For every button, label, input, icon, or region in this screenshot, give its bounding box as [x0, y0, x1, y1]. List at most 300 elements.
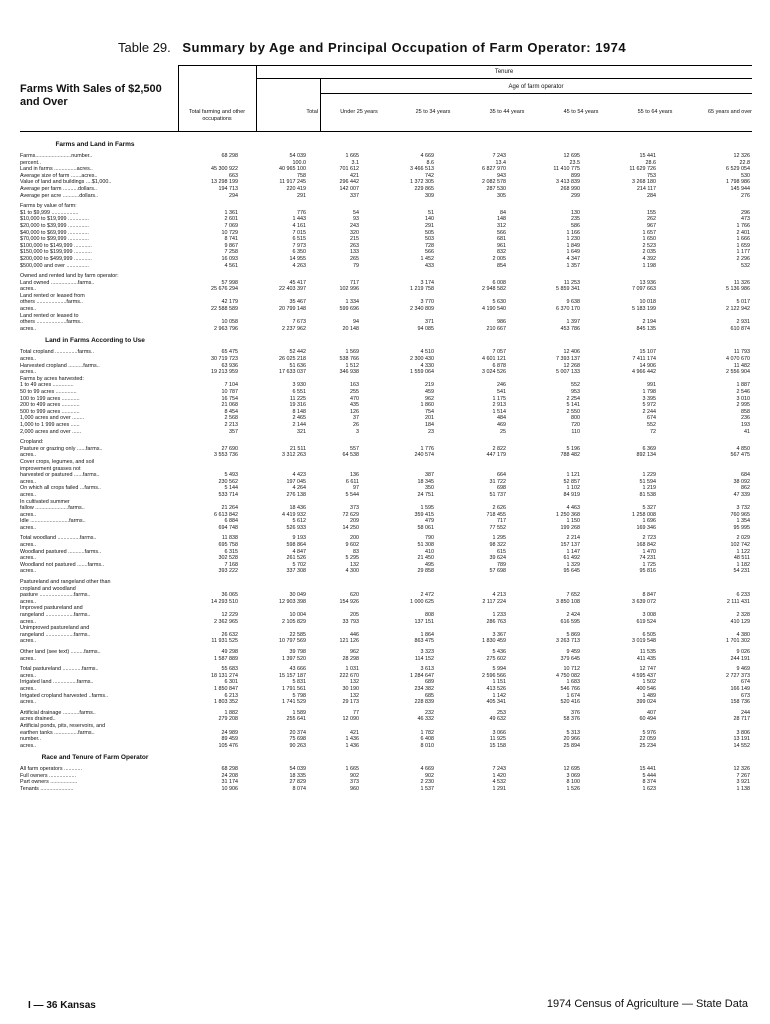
table-cell: 991 — [647, 382, 656, 389]
header-rule-bottom — [20, 131, 752, 132]
table-cell: 2 401 — [736, 229, 750, 236]
table-cell: 453 786 — [560, 325, 580, 332]
table-cell: 1 696 — [642, 518, 656, 525]
table-cell: 8.6 — [426, 159, 434, 166]
table-cell: 1 229 — [642, 472, 656, 479]
table-cell: 68 298 — [221, 153, 238, 159]
table-row — [20, 230, 752, 237]
table-cell: 7 411 174 — [632, 356, 656, 363]
table-cell: 276 — [741, 192, 750, 199]
table-row — [20, 286, 752, 293]
table-cell: 2 424 — [566, 612, 580, 618]
table-cell: 19 316 — [289, 402, 306, 409]
table-row — [20, 273, 752, 280]
table-cell: 5 544 — [345, 491, 359, 498]
table-cell: 13 936 — [639, 279, 656, 286]
table-row — [20, 716, 752, 723]
row-label: cropland and woodland — [20, 585, 76, 592]
age-heading: Age of farm operator — [508, 84, 564, 90]
table-cell: 7 168 — [224, 561, 238, 568]
table-cell: 39 798 — [289, 648, 306, 655]
table-cell: 243 — [350, 222, 359, 229]
table-cell: 279 208 — [218, 716, 238, 723]
table-cell: 5 798 — [292, 692, 306, 699]
table-cell: 350 — [425, 485, 434, 492]
table-cell: 22 059 — [639, 736, 656, 743]
table-cell: 6 408 — [420, 736, 434, 743]
table-cell: 7 243 — [492, 766, 506, 773]
row-label: Woodland pastured ...........farms.. — [20, 548, 102, 555]
table-row — [20, 166, 752, 173]
table-cell: 1 219 758 — [410, 286, 434, 293]
table-cell: 3 613 — [420, 666, 434, 673]
table-cell: 789 — [497, 561, 506, 568]
table-cell: 1 776 — [420, 445, 434, 452]
table-cell: 262 — [647, 216, 656, 223]
table-row — [20, 402, 752, 409]
table-cell: 100.0 — [292, 159, 306, 166]
row-label: acres.. — [20, 685, 37, 692]
table-cell: 566 — [497, 229, 506, 236]
table-cell: 6 611 — [345, 478, 359, 485]
table-row — [20, 319, 752, 326]
row-label: acres.. — [20, 524, 37, 531]
table-cell: 1 177 — [736, 249, 750, 256]
row-label: In cultivated summer — [20, 498, 70, 505]
table-cell: 2 546 — [736, 389, 750, 395]
table-row — [20, 525, 752, 532]
table-cell: 484 — [497, 415, 506, 422]
table-cell: 5 493 — [224, 472, 238, 479]
table-cell: 5 327 — [642, 505, 656, 512]
table-cell: 244 — [741, 709, 750, 716]
table-cell: 2 144 — [292, 421, 306, 428]
table-cell: 45 300 922 — [211, 166, 238, 173]
table-cell: 110 — [571, 428, 580, 435]
table-cell: 5 436 — [492, 648, 506, 655]
table-cell: 2 237 962 — [282, 325, 306, 332]
table-cell: 1 291 — [492, 786, 506, 793]
table-row — [20, 179, 752, 186]
table-cell: 1 230 — [566, 236, 580, 243]
table-cell: 5 007 133 — [556, 369, 580, 376]
table-cell: 689 — [425, 679, 434, 686]
table-cell: 6 515 — [292, 236, 306, 243]
table-cell: 37 — [353, 415, 359, 422]
table-cell: 3 395 — [642, 395, 656, 402]
table-cell: 51 737 — [489, 491, 506, 498]
table-cell: 899 — [571, 172, 580, 179]
table-cell: 557 — [350, 445, 359, 452]
table-cell: 3 639 072 — [632, 598, 656, 605]
table-cell: 1 665 — [345, 766, 359, 773]
table-cell: 446 — [350, 631, 359, 638]
table-row — [20, 766, 752, 773]
table-cell: 199 268 — [560, 524, 580, 531]
table-cell: 155 — [647, 209, 656, 216]
table-cell: 10 906 — [221, 786, 238, 793]
table-cell: 753 — [647, 172, 656, 179]
table-cell: 1 798 — [642, 389, 656, 395]
table-cell: 4 300 — [345, 568, 359, 575]
table-cell: 1 864 — [420, 631, 434, 638]
table-heading: Summary by Age and Principal Occupation of Farm Operator: 1974 — [182, 40, 627, 55]
section-heading: Land in Farms According to Use — [45, 337, 145, 345]
table-cell: 5 972 — [642, 402, 656, 409]
table-cell: 410 129 — [730, 618, 750, 625]
table-cell: 1 659 — [736, 242, 750, 249]
row-label: Artificial drainage ...........farms.. — [20, 709, 96, 716]
table-row — [20, 256, 752, 263]
table-row — [20, 293, 752, 300]
table-cell: 754 — [425, 408, 434, 415]
table-cell: 6 315 — [224, 548, 238, 555]
table-row — [20, 605, 752, 612]
table-cell: 14 906 — [639, 362, 656, 369]
table-cell: 6 213 — [224, 692, 238, 699]
section-heading: Farms and Land in Farms — [55, 141, 135, 148]
table-cell: 244 191 — [730, 655, 750, 662]
table-cell: 5 702 — [292, 561, 306, 568]
row-label: Land in farms ...............acres.. — [20, 166, 93, 173]
table-cell: 3 553 736 — [214, 452, 238, 459]
table-cell: 9 867 — [224, 242, 238, 249]
table-cell: 619 524 — [636, 618, 656, 625]
table-cell: 93 — [353, 216, 359, 223]
row-label: Idle ..........................farms.. — [20, 518, 86, 525]
table-cell: 8 074 — [292, 786, 306, 793]
table-cell: 24 989 — [221, 729, 238, 736]
table-cell: 13 191 — [733, 736, 750, 743]
table-row — [20, 779, 752, 786]
table-cell: 140 — [425, 216, 434, 223]
table-cell: 610 874 — [730, 325, 750, 332]
table-title — [118, 40, 758, 55]
table-cell: 4 190 540 — [482, 306, 506, 313]
table-cell: 479 — [425, 518, 434, 525]
table-cell: 43 666 — [289, 666, 306, 673]
table-cell: 717 — [350, 279, 359, 286]
table-cell: 788 482 — [560, 452, 580, 459]
table-cell: 215 — [350, 236, 359, 243]
table-cell: 541 — [497, 389, 506, 395]
table-cell: 6 529 054 — [726, 166, 750, 173]
table-cell: 1 334 — [345, 299, 359, 306]
table-cell: 15 107 — [639, 349, 656, 356]
table-cell: 5 144 — [224, 485, 238, 492]
table-cell: 291 — [425, 222, 434, 229]
table-cell: 54 — [353, 209, 359, 216]
table-cell: 546 766 — [560, 685, 580, 692]
table-cell: 4 595 437 — [632, 672, 656, 679]
table-cell: 236 — [741, 415, 750, 422]
row-label: acres.. — [20, 369, 37, 376]
table-cell: 3 806 — [736, 729, 750, 736]
table-cell: 27 690 — [221, 445, 238, 452]
table-cell: 142 007 — [339, 185, 359, 192]
table-cell: 718 455 — [486, 511, 506, 518]
table-cell: 3 010 — [736, 395, 750, 402]
table-cell: 701 612 — [339, 166, 359, 173]
table-cell: 845 135 — [636, 325, 656, 332]
table-cell: 18 335 — [289, 772, 306, 779]
table-cell: 309 — [425, 192, 434, 199]
table-cell: 459 — [425, 389, 434, 395]
row-label: $200,000 to $499,999 ............ — [20, 255, 92, 262]
table-row — [20, 452, 752, 459]
table-cell: 3 312 263 — [282, 452, 306, 459]
table-cell: 1 589 — [292, 709, 306, 716]
table-row — [20, 555, 752, 562]
table-cell: 3 069 — [566, 772, 580, 779]
table-row — [20, 736, 752, 743]
table-cell: 166 149 — [730, 685, 750, 692]
table-cell: 1 198 — [642, 262, 656, 269]
row-label: Value of land and buildings ....$1,000.. — [20, 179, 112, 186]
table-cell: 776 — [297, 209, 306, 216]
table-cell: 433 — [425, 262, 434, 269]
row-label: acres.. — [20, 478, 37, 485]
row-label: Woodland not pastured .......farms.. — [20, 561, 105, 568]
table-cell: 10 712 — [563, 666, 580, 673]
table-cell: 28 717 — [733, 716, 750, 723]
table-cell: 1 420 — [492, 772, 506, 779]
table-cell: 10 729 — [221, 229, 238, 236]
table-cell: 5 295 — [345, 555, 359, 562]
table-cell: 1 397 520 — [282, 655, 306, 662]
table-cell: 1 683 — [566, 679, 580, 686]
table-row — [20, 549, 752, 556]
table-cell: 12 406 — [563, 349, 580, 356]
row-label: $10,000 to $19,999 .............. — [20, 216, 89, 223]
table-cell: 253 — [497, 709, 506, 716]
table-cell: 4 380 — [736, 631, 750, 638]
table-cell: 5 017 — [736, 299, 750, 306]
table-cell: 102 996 — [339, 286, 359, 293]
table-cell: 2 035 — [642, 249, 656, 256]
table-cell: 12 229 — [221, 612, 238, 618]
table-cell: 599 696 — [339, 306, 359, 313]
table-cell: 229 865 — [414, 185, 434, 192]
table-row — [20, 243, 752, 250]
table-row — [20, 193, 752, 200]
table-cell: 862 — [741, 485, 750, 492]
table-cell: 30 049 — [289, 592, 306, 599]
table-cell: 18 436 — [289, 505, 306, 512]
table-cell: 29 173 — [342, 699, 359, 706]
row-label: acres.. — [20, 491, 37, 498]
table-cell: 6 827 970 — [482, 166, 506, 173]
table-row — [20, 612, 752, 619]
table-cell: 2 596 566 — [482, 672, 506, 679]
table-cell: 371 — [425, 319, 434, 326]
table-cell: 405 341 — [486, 699, 506, 706]
row-label: acres.. — [20, 598, 37, 605]
table-cell: 21 511 — [289, 445, 306, 452]
table-cell: 399 024 — [636, 699, 656, 706]
table-cell: 1 147 — [566, 548, 580, 555]
row-label: $150,000 to $199,999 ............ — [20, 249, 92, 256]
table-cell: 201 — [425, 415, 434, 422]
table-cell: 2 362 965 — [214, 618, 238, 625]
table-cell: 22 585 — [289, 631, 306, 638]
table-row — [20, 415, 752, 422]
table-cell: 312 — [497, 222, 506, 229]
table-cell: 7 393 137 — [556, 356, 580, 363]
table-cell: 411 435 — [636, 655, 656, 662]
table-cell: 1 649 — [566, 249, 580, 256]
table-cell: 12 090 — [342, 716, 359, 723]
row-label: 50 to 99 acres .............. — [20, 389, 77, 395]
table-cell: 337 308 — [286, 568, 306, 575]
table-cell: 1 587 889 — [214, 655, 238, 662]
table-cell: 3 921 — [736, 779, 750, 786]
table-cell: 3 024 526 — [482, 369, 506, 376]
table-cell: 49 298 — [221, 648, 238, 655]
table-cell: 21 450 — [417, 555, 434, 562]
table-cell: 60 494 — [639, 716, 656, 723]
table-cell: 1 860 — [420, 402, 434, 409]
table-cell: 75 698 — [289, 736, 306, 743]
table-cell: 94 — [353, 319, 359, 326]
table-cell: 1 102 — [566, 485, 580, 492]
header-divider — [178, 65, 179, 131]
table-cell: 287 530 — [486, 185, 506, 192]
table-cell: 1 657 — [642, 229, 656, 236]
table-cell: 2 029 — [736, 535, 750, 542]
table-cell: 28.6 — [645, 159, 656, 166]
table-cell: 552 — [647, 421, 656, 428]
table-cell: 9 638 — [566, 299, 580, 306]
table-cell: 6 233 — [736, 592, 750, 599]
table-cell: 1 150 — [566, 518, 580, 525]
table-cell: 14 293 510 — [211, 598, 238, 605]
table-cell: 694 748 — [218, 524, 238, 531]
table-cell: 1 741 529 — [282, 699, 306, 706]
table-cell: 6 878 — [492, 362, 506, 369]
table-cell: 18 131 274 — [211, 672, 238, 679]
table-cell: 57 698 — [489, 568, 506, 575]
table-row — [20, 363, 752, 370]
table-cell: 255 — [350, 389, 359, 395]
table-cell: 10 018 — [639, 299, 656, 306]
table-cell: 72 629 — [342, 511, 359, 518]
row-label: pasture .......................farms.. — [20, 592, 91, 599]
table-row — [20, 479, 752, 486]
table-cell: 2 472 — [420, 592, 434, 599]
table-row — [20, 349, 752, 356]
table-cell: 4 601 121 — [482, 356, 506, 363]
header-rule-top — [178, 65, 752, 66]
table-cell: 5 444 — [642, 772, 656, 779]
table-cell: 6 301 — [224, 679, 238, 686]
table-row — [20, 326, 752, 333]
row-label: On which all crops failed ...farms.. — [20, 485, 101, 492]
table-cell: 962 — [425, 395, 434, 402]
row-label: Cover crops, legumes, and soil — [20, 458, 95, 465]
table-cell: 294 — [229, 192, 238, 199]
table-cell: 11 326 — [733, 279, 750, 286]
table-row — [20, 439, 752, 446]
table-cell: 1 470 — [642, 548, 656, 555]
table-cell: 168 842 — [636, 542, 656, 549]
table-cell: 222 670 — [339, 672, 359, 679]
table-cell: 3 268 180 — [632, 179, 656, 186]
table-cell: 102 742 — [730, 542, 750, 549]
table-row — [20, 673, 752, 680]
row-label: Farms by acres harvested: — [20, 375, 84, 382]
table-cell: 3 850 108 — [556, 598, 580, 605]
row-label: acres.. — [20, 356, 37, 363]
table-cell: 10 058 — [221, 319, 238, 326]
table-row — [20, 512, 752, 519]
table-cell: 4 850 — [736, 445, 750, 452]
table-cell: 4 161 — [292, 222, 306, 229]
table-cell: 1 354 — [736, 518, 750, 525]
row-label: 1 to 49 acres .............. — [20, 382, 74, 389]
table-cell: 3 930 — [292, 382, 306, 389]
table-cell: 31 174 — [221, 779, 238, 786]
table-row — [20, 723, 752, 730]
row-label: acres.. — [20, 555, 37, 562]
table-cell: 84 919 — [563, 491, 580, 498]
row-label: percent.. — [20, 159, 41, 166]
table-cell: 410 — [425, 548, 434, 555]
table-row — [20, 263, 752, 270]
table-cell: 7 973 — [292, 242, 306, 249]
table-cell: 51 — [428, 209, 434, 216]
table-cell: 2 601 — [224, 216, 238, 223]
table-cell: 321 — [297, 428, 306, 435]
row-label: Tenants ...................... — [20, 786, 74, 793]
table-cell: 1 182 — [736, 561, 750, 568]
table-cell: 1 725 — [642, 561, 656, 568]
page-number: I — 36 Kansas — [28, 1000, 96, 1011]
table-cell: 2 122 942 — [726, 306, 750, 313]
table-cell: 11 917 245 — [279, 179, 306, 186]
table-cell: 505 — [425, 229, 434, 236]
row-label: 1,000 acres and over ........ — [20, 415, 85, 422]
row-label: Farms by value of farm: — [20, 203, 77, 210]
row-label: acres.. — [20, 672, 37, 679]
table-cell: 1 284 647 — [410, 672, 434, 679]
table-cell: 5 313 — [566, 729, 580, 736]
table-row — [20, 786, 752, 793]
table-row — [20, 376, 752, 383]
table-cell: 4 330 — [420, 362, 434, 369]
table-cell: 15 441 — [639, 153, 656, 159]
table-cell: 1 122 — [736, 548, 750, 555]
table-cell: 2 550 — [566, 408, 580, 415]
table-cell: 4 561 — [224, 262, 238, 269]
table-row — [20, 236, 752, 243]
table-cell: 681 — [497, 236, 506, 243]
table-cell: 5 612 — [292, 518, 306, 525]
table-cell: 421 — [350, 172, 359, 179]
row-label: Cropland: — [20, 439, 44, 446]
table-cell: 10 004 — [289, 612, 306, 618]
table-row — [20, 216, 752, 223]
table-cell: 2 465 — [292, 415, 306, 422]
row-label: fallow ......................farms.. — [20, 505, 85, 512]
table-cell: 902 — [425, 772, 434, 779]
table-cell: 552 — [571, 382, 580, 389]
table-number: Table 29. — [118, 40, 171, 55]
table-cell: 2 111 431 — [726, 598, 750, 605]
table-cell: 854 — [497, 262, 506, 269]
column-header: 55 to 64 years — [637, 109, 673, 115]
table-row — [20, 446, 752, 453]
